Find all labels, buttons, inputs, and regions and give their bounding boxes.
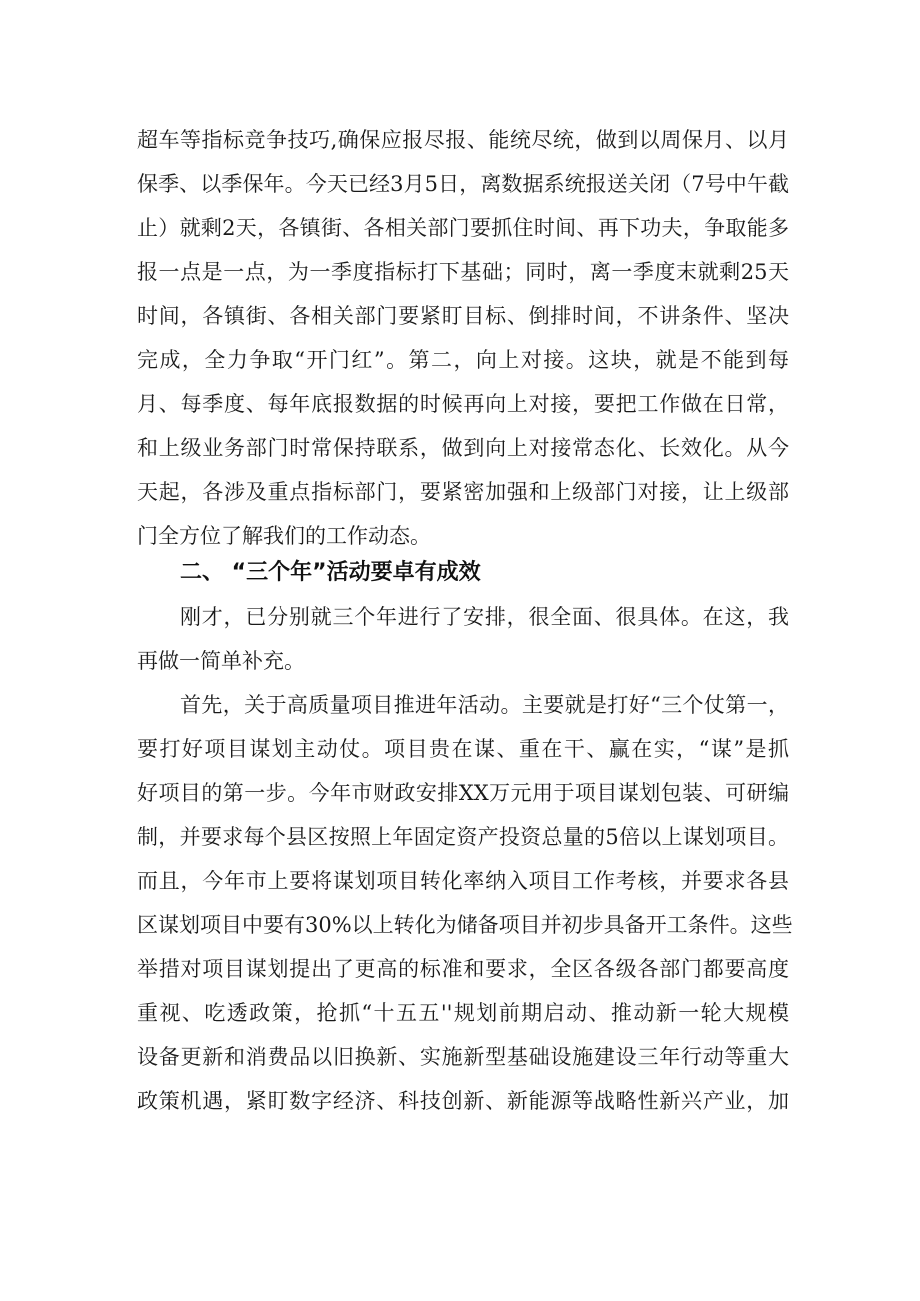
paragraph-intro (137, 595, 789, 683)
paragraph-line: 保季、以季保年。今天已经3月5日，离数据系统报送关闭（7号中午截 (137, 172, 789, 196)
paragraph-line: 再做一简单补充。 (137, 649, 305, 673)
paragraph-line: 要打好项目谋划主动仗。项目贵在谋、重在干、赢在实，“谋”是抓 (137, 737, 789, 761)
section-heading: 二、 “三个年”活动要卓有成效 (180, 560, 481, 585)
paragraph-line: 设备更新和消费品以旧换新、实施新型基础设施建设三年行动等重大 (137, 1045, 789, 1069)
paragraph-line: 月、每季度、每年底报数据的时候再向上对接，要把工作做在日常， (137, 392, 789, 416)
paragraph-line: 时间，各镇街、各相关部门要紧盯目标、倒排时间，不讲条件、坚决 (137, 304, 789, 328)
paragraph-project-year (137, 683, 793, 1123)
paragraph-line: 报一点是一点，为一季度指标打下基础；同时，离一季度末就剩25天 (137, 260, 789, 284)
paragraph-line: 刚才，已分别就三个年进行了安排，很全面、很具体。在这，我 (180, 605, 789, 629)
paragraph-line: 举措对项目谋划提出了更高的标准和要求，全区各级各部门都要高度 (137, 957, 789, 981)
paragraph-line: 区谋划项目中要有30%以上转化为储备项目并初步具备开工条件。这些 (137, 913, 793, 937)
paragraph-line: 好项目的第一步。今年市财政安排XX万元用于项目谋划包装、可研编 (137, 781, 789, 805)
paragraph-line: 制，并要求每个县区按照上年固定资产投资总量的5倍以上谋划项目。 (137, 825, 789, 849)
paragraph-line: 天起，各涉及重点指标部门，要紧密加强和上级部门对接，让上级部 (137, 480, 789, 504)
paragraph-statistics (137, 118, 789, 558)
paragraph-line: 完成，全力争取“开门红”。第二，向上对接。这块，就是不能到每 (137, 348, 789, 372)
paragraph-line: 首先，关于高质量项目推进年活动。主要就是打好“三个仗第一， (180, 693, 789, 717)
paragraph-line: 止）就剩2天，各镇街、各相关部门要抓住时间、再下功夫，争取能多 (137, 216, 789, 240)
paragraph-line: 门全方位了解我们的工作动态。 (137, 524, 431, 548)
paragraph-line: 和上级业务部门时常保持联系，做到向上对接常态化、长效化。从今 (137, 436, 789, 460)
paragraph-line: 超车等指标竞争技巧,确保应报尽报、能统尽统，做到以周保月、以月 (137, 128, 789, 152)
paragraph-line: 政策机遇，紧盯数字经济、科技创新、新能源等战略性新兴产业，加 (137, 1089, 789, 1113)
section-heading-block (137, 551, 789, 595)
paragraph-line: 而且，今年市上要将谋划项目转化率纳入项目工作考核，并要求各县 (137, 869, 789, 893)
paragraph-line: 重视、吃透政策，抢抓“十五五''规划前期启动、推动新一轮大规模 (137, 1001, 789, 1025)
